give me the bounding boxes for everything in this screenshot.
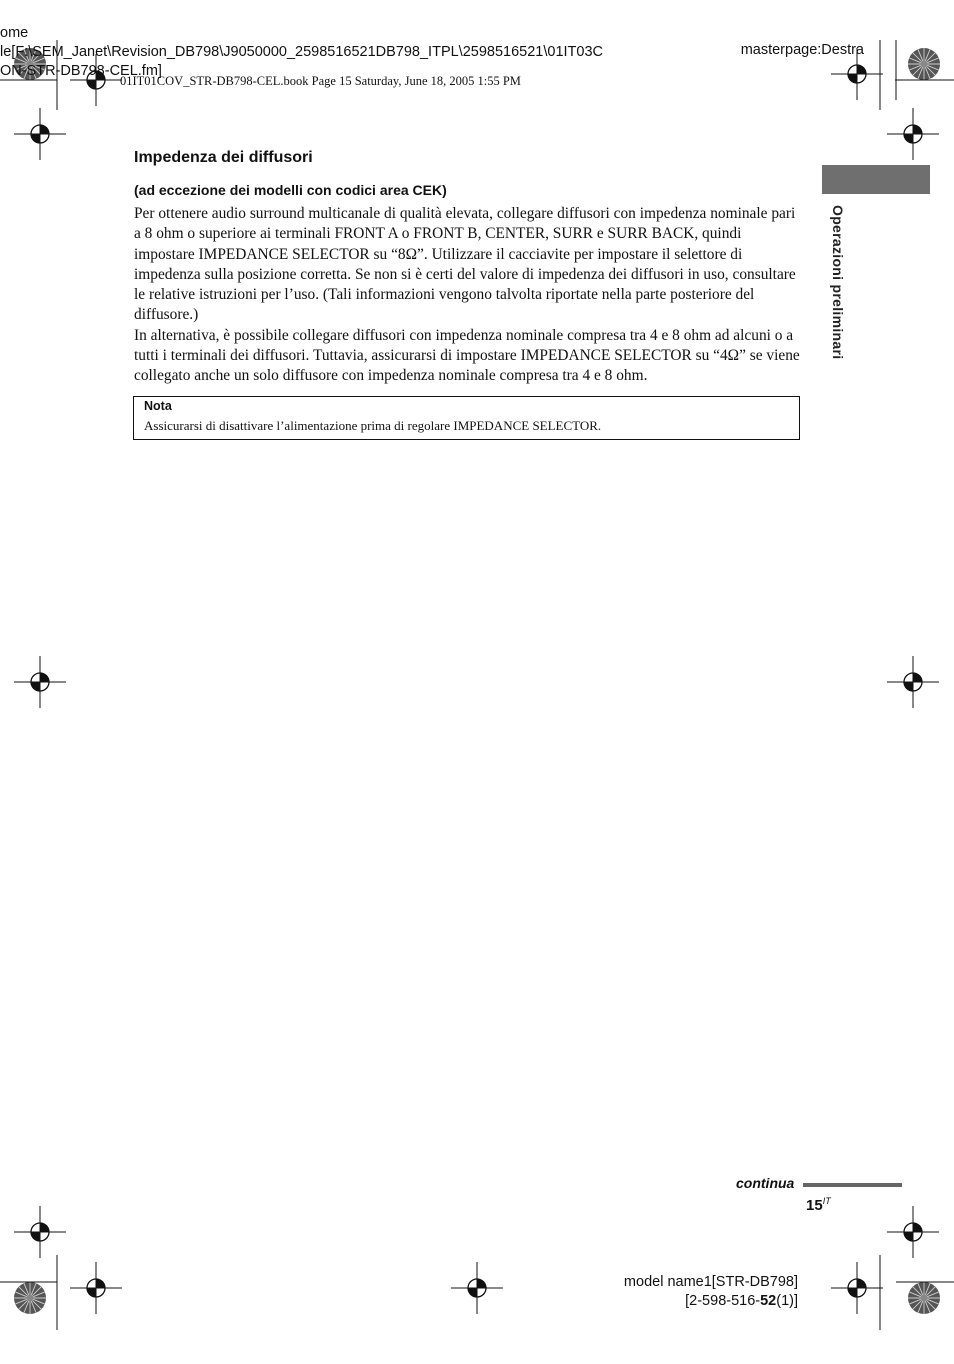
paragraph-2: In alternativa, è possibile collegare diffusori con impedenza nominale compresa tra 4 e 8 ohm ad alcuni o a tutti i terminali dei diffusori. Tuttavia, assicurarsi di impostare IMPEDANCE SELECTOR su “4Ω” se viene collegato anche un solo diffusore con impedenza nominale compresa tra 4 e 8 ohm. — [134, 326, 800, 385]
continua-label: continua — [736, 1175, 795, 1191]
registration-mark-icon — [14, 1206, 66, 1258]
registration-mark-icon — [14, 656, 66, 708]
note-box — [133, 396, 800, 440]
registration-mark-icon — [70, 1262, 122, 1314]
file-path-line-1: ome — [0, 25, 29, 41]
registration-mark-icon — [451, 1262, 503, 1314]
file-path-line-3: ON-STR-DB798-CEL.fm] — [0, 63, 162, 79]
masterpage-label: masterpage:Destra — [740, 42, 864, 58]
registration-mark-icon — [831, 1262, 883, 1314]
paragraph-1: Per ottenere audio surround multicanale di qualità elevata, collegare diffusori con impedenza nominale pari a 8 ohm o superiore ai terminali FRONT A o FRONT B, CENTER, SURR e SURR BACK, quindi impostare IMPEDANCE SELECTOR su “8Ω”. Utilizzare il cacciavite per impostare il selettore di impedenza sulla posizione corretta. Se non si è certi del valore di impedenza dei diffusori in uso, consultare le relative istruzioni per l’uso. (Tali informazioni vengono talvolta riportate nella parte posteriore del diffusore.) — [134, 205, 796, 324]
page-number — [806, 1196, 831, 1214]
model-line-1: model name1[STR-DB798] — [623, 1274, 798, 1290]
side-tab — [822, 165, 930, 194]
continua-bar — [803, 1183, 902, 1187]
file-path-line-2: le[F:\SEM_Janet\Revision_DB798\J9050000_2598516521DB798_ITPL\2598516521\01IT03C — [0, 44, 603, 60]
registration-star-icon — [908, 48, 940, 80]
page-number-value: 15 — [806, 1197, 823, 1214]
model-line-2-suffix: (1)] — [776, 1293, 798, 1309]
registration-star-icon — [14, 1282, 46, 1314]
side-tab-label: Operazioni preliminari — [830, 205, 846, 360]
registration-mark-icon — [887, 656, 939, 708]
note-title: Nota — [144, 399, 172, 413]
note-text: Assicurarsi di disattivare l’alimentazione prima di regolare IMPEDANCE SELECTOR. — [144, 418, 602, 433]
registration-mark-icon — [887, 1206, 939, 1258]
model-line-2-bold: 52 — [760, 1293, 777, 1309]
section-body — [134, 204, 800, 387]
model-line-2-prefix: [2-598-516- — [685, 1293, 761, 1309]
book-info: 01IT01COV_STR-DB798-CEL.book Page 15 Saturday, June 18, 2005 1:55 PM — [120, 74, 521, 88]
section-subtitle: (ad eccezione dei modelli con codici area CEK) — [134, 182, 447, 198]
registration-mark-icon — [14, 108, 66, 160]
model-line-2 — [685, 1292, 798, 1310]
page-number-suffix: IT — [822, 1196, 831, 1206]
section-title: Impedenza dei diffusori — [134, 149, 313, 166]
registration-star-icon — [908, 1282, 940, 1314]
registration-mark-icon — [887, 108, 939, 160]
